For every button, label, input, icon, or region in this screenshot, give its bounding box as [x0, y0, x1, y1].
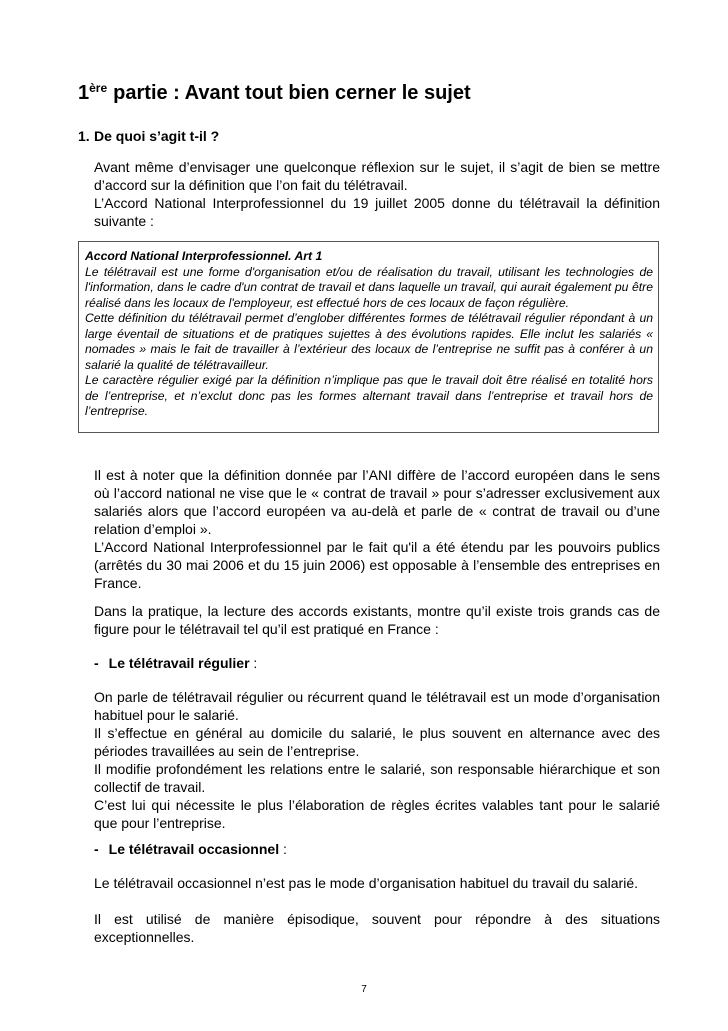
- quote-title: Accord National Interprofessionnel. Art 1: [85, 249, 323, 263]
- quote-paragraph: Cette définition du télétravail permet d’englober différentes formes de télétravail régulier répondant à un large éventail de situations et de pratiques sujettes à des évolutions rapides. Elle inclut les salariés « nomades » mais le fait de travailler à l’extérieur des locaux de l’entreprise ne suffit pas à conférer à un salarié la qualité de télétravailleur.: [85, 311, 653, 372]
- bullet-suffix: :: [279, 841, 287, 857]
- quote-paragraph: Le caractère régulier exigé par la définition n’implique pas que le travail doit être réalisé en totalité hors de l’entreprise, et n’exclut donc pas les formes alternant travail dans l’entreprise et travail hors de l’entreprise.: [85, 373, 653, 418]
- ani-note-paragraph: Il est à noter que la définition donnée par l’ANI diffère de l’accord européen dans le sens où l’accord national ne vise que le « contrat de travail » pour s’adresser exclusivement aux salariés alors que l’accord européen va au-delà et parle de « contrat de travail ou d’une relation d’emploi ».: [94, 467, 660, 537]
- quote-paragraph: Le télétravail est une forme d'organisation et/ou de réalisation du travail, utilisant les technologies de l'information, dans le cadre d'un contrat de travail et dans laquelle un travail, qui aurait également pu être réalisé dans les locaux de l'employeur, est effectué hors de ces locaux de façon régulière.: [85, 264, 653, 310]
- regular-paragraph: Il modifie profondément les relations entre le salarié, son responsable hiérarchique et son collectif de travail.: [94, 761, 660, 795]
- bullet-dash: -: [94, 841, 99, 857]
- intro-paragraph: L’Accord National Interprofessionnel du 19 juillet 2005 donne du télétravail la définition suivante :: [94, 195, 660, 229]
- bullet-term: Le télétravail occasionnel: [108, 841, 280, 857]
- regular-paragraph: C’est lui qui nécessite le plus l’élaboration de règles écrites valables tant pour le salarié que pour l’entreprise.: [94, 797, 660, 831]
- occasional-paragraph: Il est utilisé de manière épisodique, souvent pour répondre à des situations exceptionnelles.: [94, 911, 660, 945]
- title-number: 1: [78, 82, 90, 104]
- quote-box: [78, 241, 659, 433]
- occasional-paragraph: Le télétravail occasionnel n’est pas le mode d’organisation habituel du travail du salarié.: [94, 875, 638, 891]
- bullet-regular: [94, 654, 257, 672]
- page-number: 7: [361, 984, 367, 995]
- bullet-term: Le télétravail régulier: [108, 655, 250, 671]
- regular-paragraph: On parle de télétravail régulier ou récurrent quand le télétravail est un mode d’organisation habituel pour le salarié.: [94, 689, 660, 723]
- bullet-occasional: [94, 840, 287, 858]
- practice-paragraph: Dans la pratique, la lecture des accords existants, montre qu’il existe trois grands cas de figure pour le télétravail tel qu’il est pratiqué en France :: [94, 603, 660, 637]
- intro-paragraph: Avant même d’envisager une quelconque réflexion sur le sujet, il s’agit de bien se mettre d’accord sur la définition que l’on fait du télétravail.: [94, 159, 660, 193]
- title-superscript: ère: [89, 81, 108, 95]
- section-heading: [78, 128, 219, 144]
- section-text: De quoi s’agit t-il ?: [94, 128, 220, 144]
- section-number: 1.: [78, 128, 90, 144]
- ani-extension-paragraph: L’Accord National Interprofessionnel par le fait qu'il a été étendu par les pouvoirs publics (arrêtés du 30 mai 2006 et du 15 juin 2006) est opposable à l’ensemble des entreprises en France.: [94, 539, 660, 591]
- bullet-dash: -: [94, 655, 99, 671]
- page-title: [78, 80, 471, 106]
- regular-paragraph: Il s’effectue en général au domicile du salarié, le plus souvent en alternance avec des périodes travaillées au sein de l’entreprise.: [94, 725, 660, 759]
- bullet-suffix: :: [249, 655, 258, 671]
- title-text: partie : Avant tout bien cerner le sujet: [113, 82, 471, 104]
